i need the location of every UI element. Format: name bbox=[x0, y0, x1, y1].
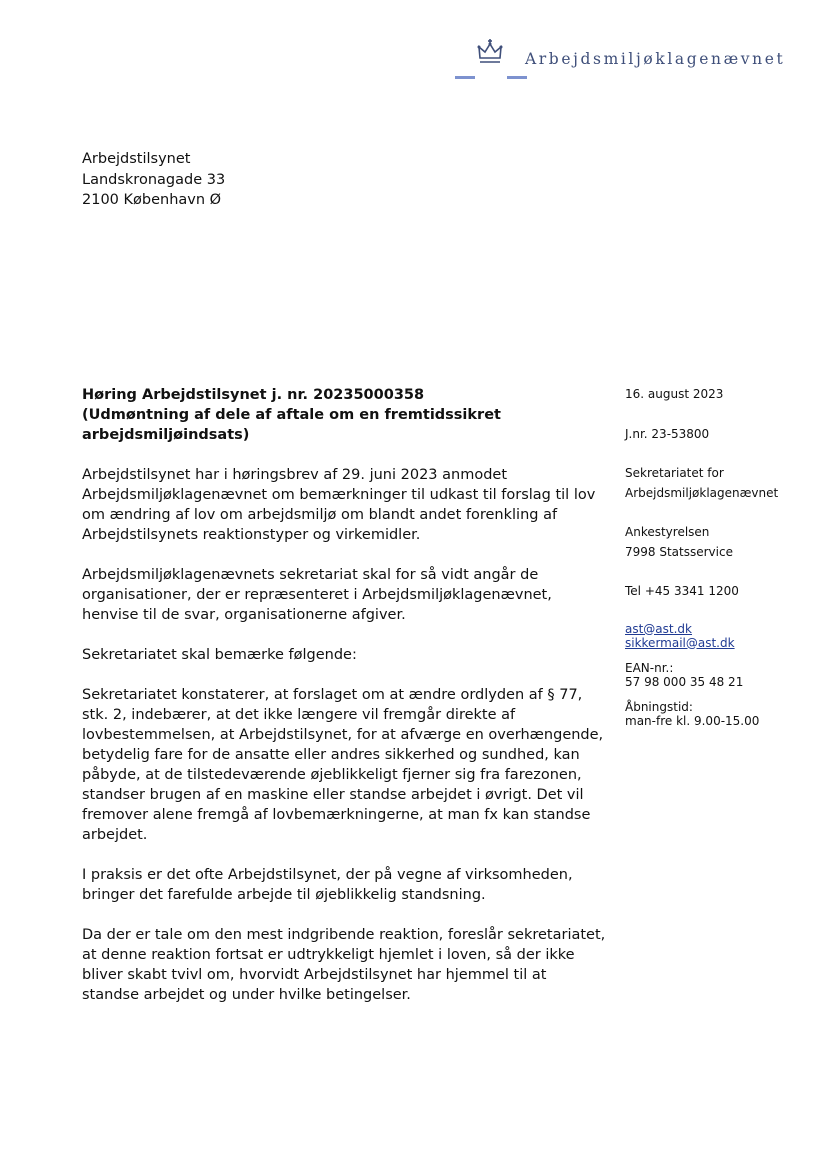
letter-body bbox=[82, 385, 607, 1025]
email-link[interactable]: ast@ast.dk bbox=[625, 621, 693, 636]
journal-number: J.nr. 23-53800 bbox=[625, 426, 710, 441]
brand-name: Arbejdsmiljøklagenævnet bbox=[525, 50, 786, 68]
accent-bar-left bbox=[455, 76, 475, 79]
recipient-street: Landskronagade 33 bbox=[82, 171, 226, 188]
recipient-name: Arbejdstilsynet bbox=[82, 151, 191, 167]
ean-label: EAN-nr.: bbox=[625, 660, 674, 675]
ean-value: 57 98 000 35 48 21 bbox=[625, 674, 744, 689]
sender-info-sidebar bbox=[625, 385, 815, 728]
subject-line-1: Høring Arbejdstilsynet j. nr. 20235000358 bbox=[82, 387, 425, 403]
paragraph-1: Arbejdstilsynet har i høringsbrev af 29. juni 2023 anmodet Arbejdsmiljøklagenævnet om bemærkninger til udkast til forslag til lov om ændring af lov om arbejdsmiljø om blandt andet forenkling af Arbejdstilsynets reaktionstyper og virkemidler. bbox=[82, 467, 596, 543]
crown-icon bbox=[475, 38, 505, 68]
sender-line-1: Sekretariatet for bbox=[625, 466, 724, 480]
paragraph-6: Da der er tale om den mest indgribende reaktion, foreslår sekretariatet, at denne reaktion fortsat er udtrykkeligt hjemlet i loven, så der ikke bliver skabt tvivl om, hvorvidt Arbejdstilsynet har hjemmel til at standse arbejdet og under hvilke betingelser. bbox=[82, 927, 606, 1003]
accent-bar-right bbox=[507, 76, 527, 79]
organization-name: Ankestyrelsen bbox=[625, 525, 710, 539]
secure-email-link[interactable]: sikkermail@ast.dk bbox=[625, 635, 735, 650]
letterhead-logo bbox=[455, 38, 805, 86]
subject-line-3: arbejdsmiljøindsats) bbox=[82, 427, 250, 443]
letter-date: 16. august 2023 bbox=[625, 387, 724, 401]
recipient-city: 2100 København Ø bbox=[82, 192, 222, 208]
letter-subject bbox=[82, 385, 607, 445]
subject-line-2: (Udmøntning af dele af aftale om en fremtidssikret bbox=[82, 407, 501, 423]
paragraph-3: Sekretariatet skal bemærke følgende: bbox=[82, 647, 357, 663]
paragraph-2: Arbejdsmiljøklagenævnets sekretariat skal for så vidt angår de organisationer, der er repræsenteret i Arbejdsmiljøklagenævnet, henvise til de svar, organisationerne afgiver. bbox=[82, 567, 552, 623]
opening-hours-value: man-fre kl. 9.00-15.00 bbox=[625, 713, 760, 728]
opening-hours-label: Åbningstid: bbox=[625, 699, 693, 714]
paragraph-4: Sekretariatet konstaterer, at forslaget om at ændre ordlyden af § 77, stk. 2, indebærer, at det ikke længere vil fremgår direkte af lovbestemmelsen, at Arbejdstilsynet, for at afværge en overhængende, betydelig fare for de ansatte eller andres sikkerhed og sundhed, kan påbyde, at de tilstedeværende øjeblikkeligt fjerner sig fra farezonen, standser brugen af en maskine eller standse arbejdet i øvrigt. Det vil fremover alene fremgå af lovbemærkningerne, at man fx kan standse arbejdet. bbox=[82, 687, 604, 843]
sender-line-2: Arbejdsmiljøklagenævnet bbox=[625, 485, 779, 500]
organization-address: 7998 Statsservice bbox=[625, 544, 733, 559]
telephone: Tel +45 3341 1200 bbox=[625, 584, 739, 598]
paragraph-5: I praksis er det ofte Arbejdstilsynet, der på vegne af virksomheden, bringer det farefulde arbejde til øjeblikkelig standsning. bbox=[82, 867, 573, 903]
recipient-address bbox=[82, 149, 225, 211]
